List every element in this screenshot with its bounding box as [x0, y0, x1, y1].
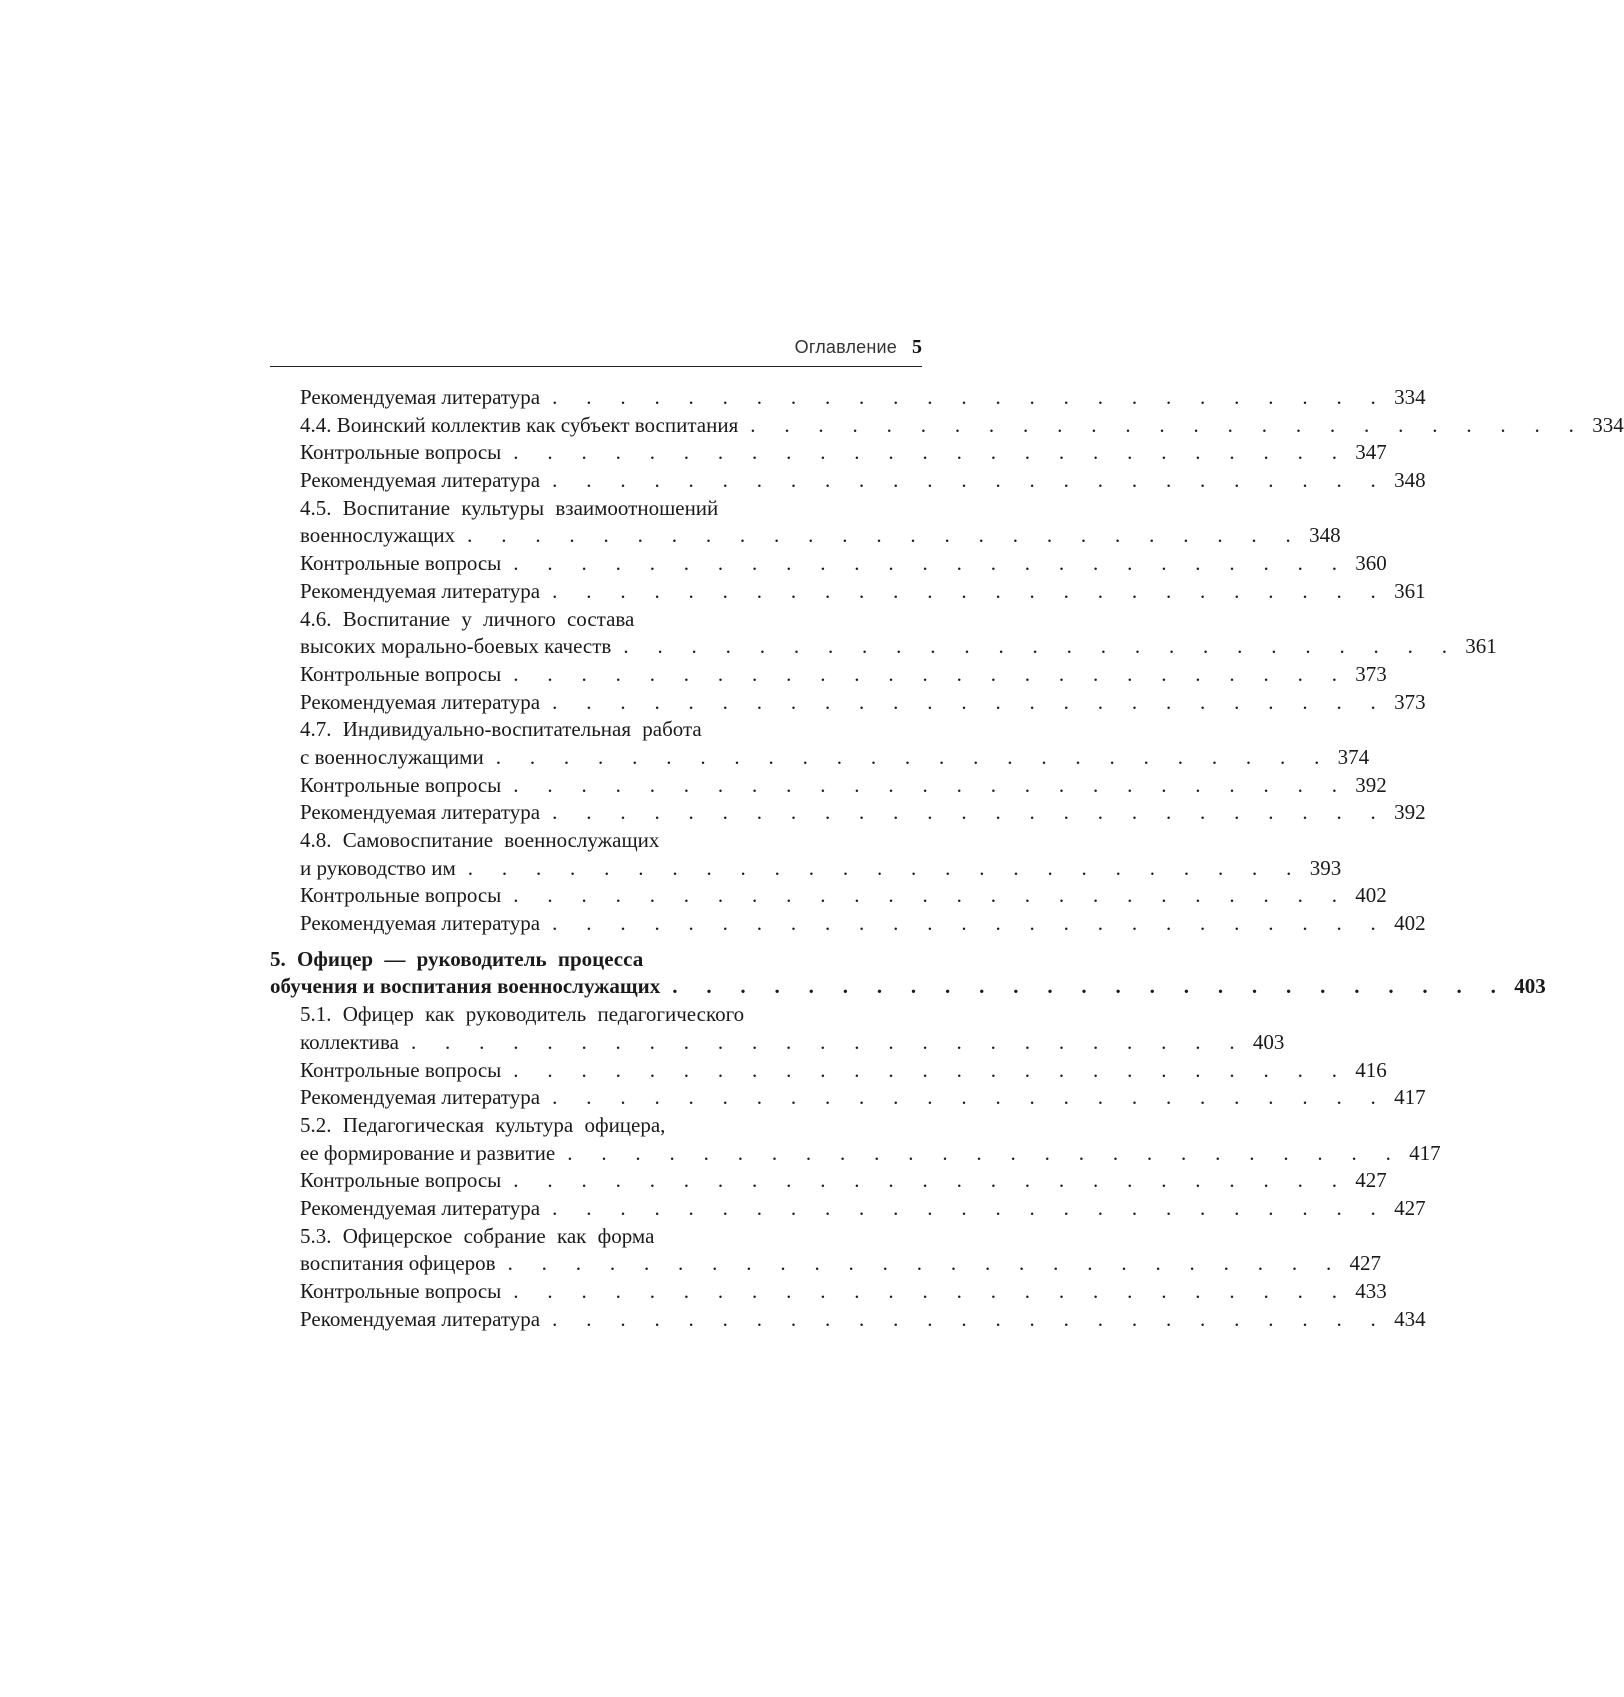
toc-entry-title: и руководство им [300, 855, 456, 880]
toc-entry[interactable] [270, 772, 1387, 800]
chapter-title: обучения и воспитания военнослужащих [270, 974, 661, 999]
toc-page-number: 392 [1394, 800, 1426, 825]
dot-leader: . . . . . . . . . . . . . . . . . . . . . . . . . [507, 1251, 1344, 1276]
toc-entry-title: Контрольные вопросы [300, 440, 502, 465]
toc-page-number: 403 [1252, 1029, 1285, 1054]
dot-leader: . . . . . . . . . . . . . . . . . . . . . . . . . [513, 772, 1349, 797]
toc-entry-title: Рекомендуемая литература [300, 385, 541, 409]
dot-leader: . . . . . . . . . . . . . . . . . . . . . . . . . [495, 744, 1332, 769]
toc-entry-title: Рекомендуемая литература [300, 689, 541, 714]
toc-entry-title: высоких морально-боевых качеств [300, 634, 612, 659]
toc-entry-title: Контрольные вопросы [300, 883, 502, 908]
toc-entry-title: военнослужащих [300, 523, 456, 548]
toc-entry-title-line[interactable]: 4.8. Самовоспитание военнослужащих [300, 828, 660, 852]
toc-entry[interactable] [270, 522, 1341, 550]
toc-page-number: 427 [1394, 1195, 1426, 1220]
toc-entry[interactable] [270, 799, 1426, 827]
toc-entry-title: Контрольные вопросы [300, 1168, 502, 1193]
toc-entry-title: коллектива [300, 1029, 399, 1054]
toc-entry-title: Рекомендуемая литература [300, 800, 541, 825]
toc-entry[interactable] [270, 1167, 1387, 1195]
toc-entry[interactable] [270, 439, 1387, 467]
dot-leader: . . . . . . . . . . . . . . . . . . . . . . . . . [552, 689, 1388, 714]
toc-entry[interactable] [270, 689, 1426, 717]
dot-leader: . . . . . . . . . . . . . . . . . . . . . . . . . [552, 578, 1388, 603]
running-head [270, 336, 922, 367]
toc-page-number: 393 [1309, 855, 1342, 880]
toc-entry[interactable] [270, 1195, 1426, 1223]
dot-leader: . . . . . . . . . . . . . . . . . . . . . . . . . [552, 468, 1388, 493]
toc-page-number: 402 [1394, 911, 1426, 936]
toc-entry-title: ее формирование и развитие [300, 1140, 556, 1165]
toc-page-number: 374 [1337, 744, 1370, 769]
dot-leader: . . . . . . . . . . . . . . . . . . . . . . . . . [552, 1306, 1388, 1331]
toc-page-number: 434 [1394, 1306, 1426, 1331]
toc-page-number: 417 [1409, 1140, 1441, 1165]
chapter-spacer [270, 938, 922, 946]
toc-page-number: 361 [1394, 578, 1426, 603]
toc-entry[interactable] [270, 384, 1426, 412]
chapter-entry[interactable] [270, 973, 1546, 1001]
page-number: 5 [912, 336, 922, 358]
toc-page-number: 416 [1355, 1057, 1387, 1082]
toc-entry[interactable] [270, 910, 1426, 938]
toc-entry-title-line[interactable]: 5.3. Офицерское собрание как форма [300, 1223, 655, 1248]
toc-entry[interactable] [270, 1250, 1382, 1278]
toc-page-number: 373 [1355, 661, 1387, 686]
toc-entry-title: Рекомендуемая литература [300, 1195, 541, 1220]
toc-entry-title-line[interactable]: 4.7. Индивидуально-воспитательная работа [300, 717, 702, 742]
dot-leader: . . . . . . . . . . . . . . . . . . . . . . . . . [513, 1057, 1349, 1082]
dot-leader: . . . . . . . . . . . . . . . . . . . . . . . . . [513, 551, 1349, 576]
toc-entry[interactable] [270, 661, 1387, 689]
toc-entry-title: Контрольные вопросы [300, 551, 502, 576]
toc-entry[interactable] [270, 1084, 1426, 1112]
dot-leader: . . . . . . . . . . . . . . . . . . . . . . . . . [513, 1168, 1349, 1193]
dot-leader: . . . . . . . . . . . . . . . . . . . . . . . . . [750, 412, 1586, 437]
dot-leader: . . . . . . . . . . . . . . . . . . . . . . . . . [552, 385, 1388, 409]
dot-leader: . . . . . . . . . . . . . . . . . . . . . . . . . [513, 1279, 1349, 1303]
dot-leader: . . . . . . . . . . . . . . . . . . . . . . . . . [672, 974, 1508, 999]
toc-page-number: 417 [1394, 1085, 1426, 1110]
toc-entry[interactable] [270, 550, 1387, 578]
dot-leader: . . . . . . . . . . . . . . . . . . . . . . . . . [513, 883, 1349, 908]
toc-page-number: 433 [1355, 1279, 1387, 1303]
dot-leader: . . . . . . . . . . . . . . . . . . . . . . . . . [552, 1085, 1388, 1110]
toc-entry-title-line[interactable]: 4.5. Воспитание культуры взаимоотношений [300, 495, 719, 520]
dot-leader: . . . . . . . . . . . . . . . . . . . . . . . . . [552, 800, 1388, 825]
toc-page-number: 348 [1394, 468, 1426, 493]
toc-entry-title: воспитания офицеров [300, 1251, 496, 1276]
toc-page-number: 427 [1349, 1251, 1382, 1276]
toc-entry[interactable] [270, 412, 1624, 440]
toc-entry-title: Контрольные вопросы [300, 772, 502, 797]
toc-entry-title: Рекомендуемая литература [300, 911, 541, 936]
toc-entry-title: Контрольные вопросы [300, 1057, 502, 1082]
toc-entry[interactable] [270, 744, 1370, 772]
toc-entry-title: Контрольные вопросы [300, 1279, 502, 1303]
toc-page-number: 348 [1309, 523, 1341, 548]
toc-entry[interactable] [270, 1140, 1441, 1168]
toc-entry-title-line[interactable]: 5.1. Офицер как руководитель педагогического [300, 1002, 745, 1027]
dot-leader: . . . . . . . . . . . . . . . . . . . . . . . . . [467, 523, 1303, 548]
dot-leader: . . . . . . . . . . . . . . . . . . . . . . . . . [552, 1195, 1388, 1220]
toc-entry-title: 4.4. Воинский коллектив как субъект воспитания [300, 412, 739, 437]
toc-entry-title: Рекомендуемая литература [300, 1306, 541, 1331]
toc-page-number: 427 [1355, 1168, 1387, 1193]
toc-entry-title: Рекомендуемая литература [300, 578, 541, 603]
toc-entry[interactable] [270, 1057, 1387, 1085]
toc-page-number: 334 [1592, 412, 1624, 437]
dot-leader: . . . . . . . . . . . . . . . . . . . . . . . . . [623, 634, 1459, 659]
toc-page-number: 334 [1394, 385, 1426, 409]
dot-leader: . . . . . . . . . . . . . . . . . . . . . . . . . [567, 1140, 1403, 1165]
chapter-page-number: 403 [1514, 974, 1546, 999]
toc-entry-title: Рекомендуемая литература [300, 1085, 541, 1110]
dot-leader: . . . . . . . . . . . . . . . . . . . . . . . . . [552, 911, 1388, 936]
toc-entry-title-line[interactable]: 5.2. Педагогическая культура офицера, [300, 1112, 666, 1137]
dot-leader: . . . . . . . . . . . . . . . . . . . . . . . . . [410, 1029, 1247, 1054]
toc-entry[interactable] [270, 467, 1426, 495]
toc-page-number: 360 [1355, 551, 1387, 576]
dot-leader: . . . . . . . . . . . . . . . . . . . . . . . . . [513, 661, 1349, 686]
toc-entry-title: Рекомендуемая литература [300, 468, 541, 493]
toc-page-number: 392 [1355, 772, 1387, 797]
dot-leader: . . . . . . . . . . . . . . . . . . . . . . . . . [513, 440, 1349, 465]
toc-entry-title: Контрольные вопросы [300, 661, 502, 686]
toc-entry-title: с военнослужащими [300, 744, 484, 769]
dot-leader: . . . . . . . . . . . . . . . . . . . . . . . . . [467, 855, 1304, 880]
toc-entry[interactable] [270, 855, 1342, 883]
running-head-title: Оглавление [794, 337, 897, 357]
toc-entry[interactable] [270, 578, 1426, 606]
toc-page-number: 347 [1355, 440, 1387, 465]
toc-entry[interactable] [270, 1278, 1387, 1306]
toc-entry[interactable] [270, 882, 1387, 910]
toc-page-number: 373 [1394, 689, 1426, 714]
chapter-title-line[interactable]: 5. Офицер — руководитель процесса [270, 946, 644, 971]
toc-entry[interactable] [270, 1029, 1285, 1057]
toc-entry-title-line[interactable]: 4.6. Воспитание у личного состава [300, 606, 635, 631]
toc-entry[interactable] [270, 633, 1497, 661]
table-of-contents [270, 384, 1624, 1333]
toc-page-number: 402 [1355, 883, 1387, 908]
toc-page-number: 361 [1465, 634, 1497, 659]
toc-entry[interactable] [270, 1306, 1426, 1334]
